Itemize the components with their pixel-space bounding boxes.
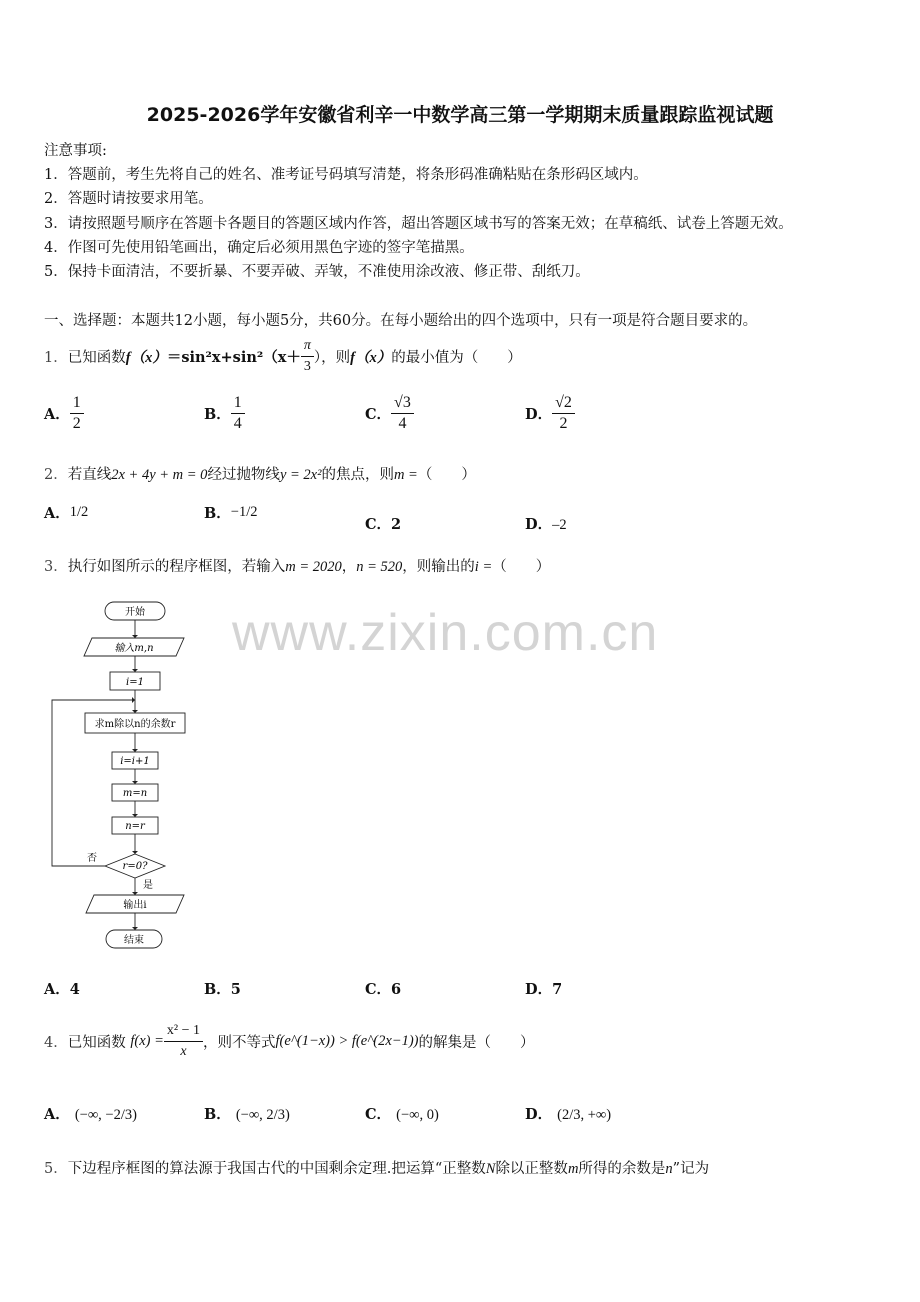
arrowhead <box>132 635 138 638</box>
notice-item: 4．作图可先使用铅笔画出，确定后必须用黑色字迹的签字笔描黑。 <box>44 240 474 256</box>
notice-item: 3．请按照题号顺序在答题卡各题目的答题区域内作答，超出答题区域书写的答案无效；在草稿纸、试卷上答题无效。 <box>44 216 793 232</box>
math-expr: y = 2x² <box>279 467 322 483</box>
option-value: (−∞, −2/3) <box>74 1107 137 1123</box>
math-expr: n <box>665 1161 673 1177</box>
option-d[interactable] <box>525 978 562 999</box>
option-b[interactable] <box>204 1103 290 1124</box>
fraction <box>231 393 245 434</box>
notice-item: 1．答题前，考生先将自己的姓名、准考证号码填写清楚，将条形码准确粘贴在条形码区域内。 <box>44 167 648 183</box>
math-expr: i = <box>474 559 493 575</box>
question-text: 的解集是（ ） <box>418 1034 535 1051</box>
question-text: （ ） <box>417 467 476 483</box>
flow-condition-label: r=0? <box>122 861 148 872</box>
flow-remainder-label: 求m除以n的余数r <box>94 719 176 730</box>
notice-heading: 注意事项: <box>44 143 107 159</box>
question-number: 3． <box>44 559 68 575</box>
option-c[interactable] <box>365 978 401 999</box>
option-value: (2/3, +∞) <box>557 1107 612 1123</box>
flow-output-label: 输出i <box>123 900 147 911</box>
question-text: 所得的余数是 <box>578 1161 666 1177</box>
option-value: 1/2 <box>69 504 89 520</box>
option-label: D． <box>525 516 553 533</box>
question-4 <box>44 1018 535 1064</box>
notice-item: 5．保持卡面清洁，不要折暴、不要弄破、弄皱，不准使用涂改液、修正带、刮纸刀。 <box>44 264 590 280</box>
question-text: ”记为 <box>672 1161 710 1177</box>
question-text: 除以正整数 <box>495 1161 568 1177</box>
option-label: B． <box>204 406 231 423</box>
numerator: √2 <box>552 393 575 414</box>
denominator: 2 <box>72 415 81 432</box>
math-expr: N <box>485 1161 496 1177</box>
fraction <box>70 393 84 434</box>
question-number: 2． <box>44 467 68 483</box>
option-d[interactable] <box>525 1103 611 1124</box>
option-label: D． <box>525 1106 553 1123</box>
question-text: 已知函数 <box>67 1034 126 1051</box>
option-label: A． <box>44 406 70 423</box>
option-label: D． <box>525 981 553 998</box>
option-label: B． <box>204 1106 231 1123</box>
question-text: 已知函数 <box>67 349 126 366</box>
denominator: x <box>180 1043 187 1059</box>
arrowhead <box>132 781 138 784</box>
option-b[interactable] <box>204 978 241 999</box>
numerator: √3 <box>391 393 414 414</box>
option-a[interactable] <box>44 978 80 999</box>
question-2 <box>44 463 476 484</box>
question-text: ），则 <box>313 349 351 366</box>
fraction <box>301 336 314 377</box>
question-1 <box>44 336 522 376</box>
option-a[interactable] <box>44 502 88 523</box>
denominator: 4 <box>233 415 242 432</box>
denominator: 2 <box>559 415 568 432</box>
option-label: C． <box>365 1106 392 1123</box>
numerator: x² − 1 <box>164 1021 203 1042</box>
option-c[interactable] <box>365 1103 439 1124</box>
option-label: C． <box>365 516 392 533</box>
notice-item: 2．答题时请按要求用笔。 <box>44 191 213 207</box>
option-label: A． <box>44 981 70 998</box>
question-text: 的焦点，则 <box>321 467 394 483</box>
numerator: 1 <box>70 393 84 414</box>
flow-init-label: i=1 <box>126 677 144 688</box>
arrowhead <box>132 814 138 817</box>
arrowhead <box>132 669 138 672</box>
math-expr: m = <box>393 467 418 483</box>
fraction <box>552 393 575 434</box>
option-value: 6 <box>391 981 402 998</box>
option-a[interactable] <box>44 393 84 434</box>
flow-no-label: 否 <box>87 853 97 864</box>
option-value: 7 <box>552 981 563 998</box>
math-expr: f（x） <box>125 349 167 366</box>
question-text: 执行如图所示的程序框图，若输入 <box>67 559 286 575</box>
option-value: 4 <box>69 981 80 998</box>
math-expr: m <box>567 1161 579 1177</box>
question-text: ，则输出的 <box>402 559 475 575</box>
option-value: −1/2 <box>230 504 258 520</box>
option-a[interactable] <box>44 1103 137 1124</box>
option-label: B． <box>204 981 231 998</box>
option-value: (−∞, 2/3) <box>235 1107 290 1123</box>
question-number: 1． <box>44 349 68 366</box>
option-label: B． <box>204 505 231 522</box>
math-expr: f(x) = <box>130 1032 164 1049</box>
question-text: （ ） <box>492 559 551 575</box>
flow-input-label: 输入m,n <box>114 643 154 654</box>
denominator: 4 <box>398 415 407 432</box>
math-expr: n = 520 <box>356 559 403 575</box>
flow-end-label: 结束 <box>124 935 144 946</box>
flow-start-label: 开始 <box>125 607 145 618</box>
question-text: ， <box>341 559 357 575</box>
flow-inc-label: i=i+1 <box>120 756 150 767</box>
fraction <box>164 1021 203 1062</box>
question-number: 4． <box>44 1034 68 1051</box>
option-value: 2 <box>391 516 402 533</box>
math-expr: f（x） <box>350 349 392 366</box>
option-label: A． <box>44 505 70 522</box>
question-text: 下边程序框图的算法源于我国古代的中国剩余定理.把运算“正整数 <box>67 1161 486 1177</box>
question-text: 经过抛物线 <box>207 467 280 483</box>
option-d[interactable] <box>525 393 575 434</box>
option-c[interactable] <box>365 393 414 434</box>
question-text: ，则不等式 <box>202 1034 276 1051</box>
option-b[interactable] <box>204 393 245 434</box>
flowchart <box>40 595 200 955</box>
page-title: 2025-2026学年安徽省利辛一中数学高三第一学期期末质量跟踪监视试题 <box>146 104 774 126</box>
question-text: 的最小值为（ ） <box>391 349 522 366</box>
section-heading: 一、选择题：本题共12小题，每小题5分，共60分。在每小题给出的四个选项中，只有一项是符合题目要求的。 <box>44 313 758 329</box>
option-value: 5 <box>230 981 241 998</box>
option-c[interactable] <box>365 513 401 534</box>
math-expr: ＝sin²x+sin²（x＋ <box>166 348 301 366</box>
flow-assign-m-label: m=n <box>122 788 148 799</box>
option-label: C． <box>365 981 392 998</box>
option-label: A． <box>44 1106 70 1123</box>
arrowhead <box>132 710 138 713</box>
option-value: –2 <box>552 517 567 533</box>
numerator: 1 <box>231 393 245 414</box>
arrowhead <box>132 851 138 854</box>
fraction <box>391 393 414 434</box>
option-label: D． <box>525 406 553 423</box>
flow-yes-label: 是 <box>143 880 153 891</box>
arrowhead <box>132 749 138 752</box>
question-3 <box>44 555 550 576</box>
option-b[interactable] <box>204 502 257 523</box>
option-value: (−∞, 0) <box>396 1107 439 1123</box>
question-number: 5． <box>44 1161 68 1177</box>
option-d[interactable] <box>525 513 567 534</box>
watermark: www.zixin.com.cn <box>232 604 659 662</box>
math-expr: m = 2020 <box>285 559 342 575</box>
denominator: 3 <box>303 358 311 374</box>
numerator: π <box>303 337 311 353</box>
question-5 <box>44 1157 709 1178</box>
option-label: C． <box>365 406 392 423</box>
flow-assign-n-label: n=r <box>125 821 145 832</box>
question-text: 若直线 <box>67 467 112 483</box>
math-expr: 2x + 4y + m = 0 <box>111 467 208 483</box>
math-expr: f(e^(1−x)) > f(e^(2x−1)) <box>275 1032 419 1049</box>
